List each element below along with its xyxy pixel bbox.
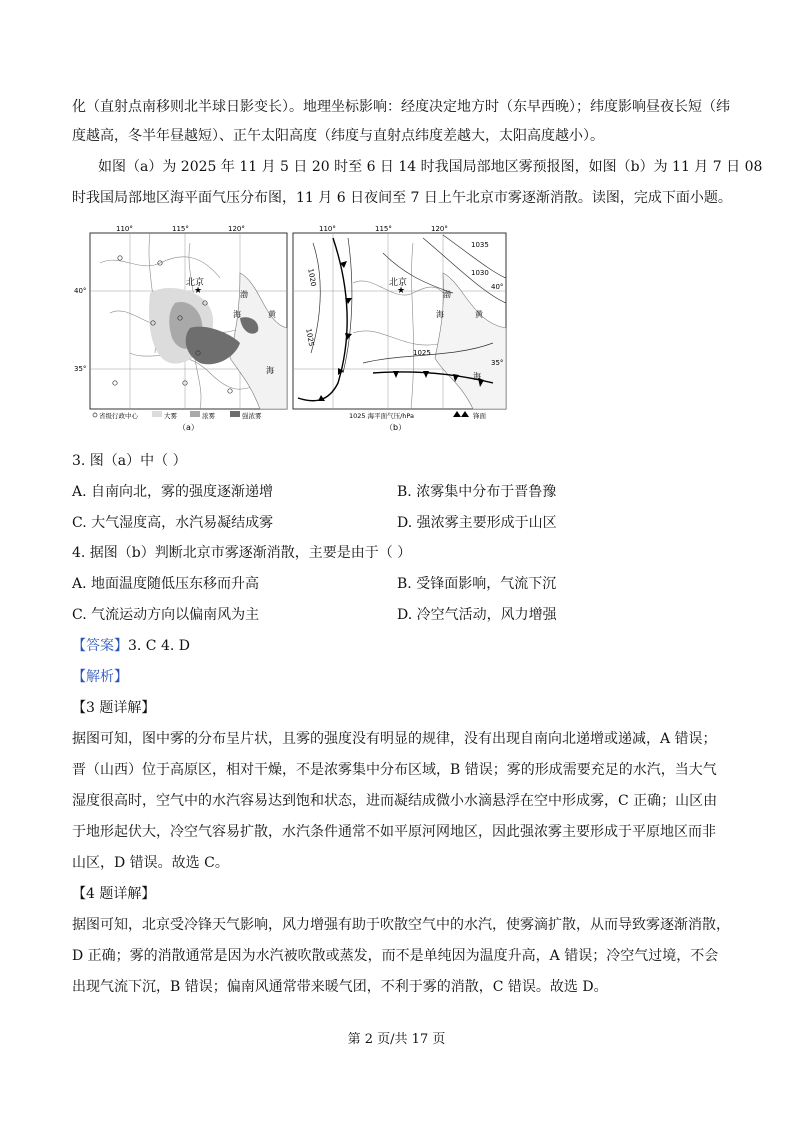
map-b-isobar-1035: 1035	[471, 241, 489, 249]
map-b-sea-huang: 黄	[475, 310, 483, 319]
page-footer: 第 2 页/共 17 页	[347, 1032, 446, 1047]
detail3-title: 【3 题详解】	[72, 700, 156, 716]
map-b-sea-hai1: 海	[436, 310, 444, 319]
map-a-lon-120: 120°	[228, 225, 245, 233]
map-b-sea-bo: 渤	[443, 290, 451, 299]
detail3-line-5: 山区，D 错误。故选 C。	[72, 855, 229, 871]
map-b-isobar-1025-left: 1025	[304, 328, 316, 347]
map-b-lat-35: 35°	[491, 359, 504, 367]
detail4-line-1: 据图可知，北京受冷锋天气影响，风力增强有助于吹散空气中的水汽，使雾滴扩散，从而导致雾逐渐消散，	[72, 917, 730, 933]
map-a-sea-hai2: 海	[266, 366, 274, 375]
map-a-sea-bo: 渤	[240, 290, 248, 299]
map-b-legend-front: 锋面	[473, 412, 486, 420]
intro-line-1: 化（直射点南移则北半球日影变长）。地理坐标影响：经度决定地方时（东早西晚）；纬度影响昼夜长短（纬	[72, 99, 730, 115]
map-b-sea-hai2: 海	[473, 372, 481, 381]
map-b-city-label: 北京	[389, 278, 408, 288]
map-b-star-icon: ★	[397, 286, 406, 296]
map-a-lat-40: 40°	[74, 287, 87, 295]
q3-option-c: C. 大气湿度高，水汽易凝结成雾	[72, 515, 274, 531]
map-a-legend-fog: 大雾	[164, 412, 177, 420]
map-b-isobar-1020: 1020	[306, 268, 318, 287]
map-a-star-icon: ★	[194, 286, 203, 296]
detail4-title: 【4 题详解】	[72, 886, 156, 902]
map-a	[74, 225, 287, 432]
q3-option-b: B. 浓雾集中分布于晋鲁豫	[397, 484, 557, 500]
q4-option-d: D. 冷空气活动，风力增强	[397, 607, 557, 623]
map-b-lon-115: 115°	[375, 225, 392, 233]
map-a-legend-dense: 浓雾	[202, 412, 215, 420]
map-b-caption: （b）	[385, 423, 407, 432]
detail3-line-2: 晋（山西）位于高原区，相对干燥，不是浓雾集中分布区域，B 错误；雾的形成需要充足的水汽，当大气	[72, 762, 717, 778]
stem-line-1: 如图（a）为 2025 年 11 月 5 日 20 时至 6 日 14 时我国局部地区雾预报图，如图（b）为 11 月 7 日 08	[98, 159, 763, 175]
fog-and-pressure-maps	[74, 225, 510, 433]
answer-line	[72, 636, 190, 656]
detail4-line-3: 出现气流下沉，B 错误；偏南风通常带来暖气团，不利于雾的消散，C 错误。故选 D。	[72, 979, 608, 995]
map-b-lat-40: 40°	[491, 283, 504, 291]
q3-title: 3. 图（a）中（ ）	[72, 453, 187, 469]
map-a-lon-115: 115°	[172, 225, 189, 233]
q4-option-c: C. 气流运动方向以偏南风为主	[72, 607, 260, 623]
map-a-lon-110: 110°	[116, 225, 133, 233]
analysis-label: 【解析】	[72, 669, 128, 685]
detail3-line-3: 湿度很高时，空气中的水汽容易达到饱和状态，进而凝结成微小水滴悬浮在空中形成雾，C 正确；山区由	[72, 793, 718, 809]
stem-line-2: 时我国局部地区海平面气压分布图，11 月 6 日夜间至 7 日上午北京市雾逐渐消散。读图，完成下面小题。	[72, 190, 732, 206]
answer-text: 3. C 4. D	[128, 638, 191, 654]
map-b-lon-120: 120°	[431, 225, 448, 233]
map-b-lon-110: 110°	[319, 225, 336, 233]
map-a-legend-heavy: 强浓雾	[242, 412, 262, 420]
map-a-caption: （a）	[178, 423, 199, 432]
intro-line-2: 度越高，冬半年昼越短）、正午太阳高度（纬度与直射点纬度差越大，太阳高度越小）。	[72, 128, 604, 144]
map-b	[293, 225, 506, 432]
q3-option-d: D. 强浓雾主要形成于山区	[397, 515, 557, 531]
map-a-legend-center: 省级行政中心	[99, 412, 138, 420]
map-a-sea-huang: 黄	[268, 310, 276, 319]
detail3-line-4: 于地形起伏大，冷空气容易扩散，水汽条件通常不如平原河网地区，因此强浓雾主要形成于平原地区而非	[72, 824, 716, 840]
map-b-isobar-1025-bottom: 1025	[413, 349, 431, 357]
detail3-line-1: 据图可知，图中雾的分布呈片状，且雾的强度没有明显的规律，没有出现自南向北递增或递减，A 错误；	[72, 731, 717, 747]
q4-option-b: B. 受锋面影响，气流下沉	[397, 576, 557, 592]
map-b-legend-isobar: 1025 海平面气压/hPa	[349, 412, 415, 420]
detail4-line-2: D 正确；雾的消散通常是因为水汽被吹散或蒸发，而不是单纯因为温度升高，A 错误；冷空气过境，不会	[72, 948, 719, 964]
q3-option-a: A. 自南向北，雾的强度逐渐递增	[72, 484, 274, 500]
q4-title: 4. 据图（b）判断北京市雾逐渐消散，主要是由于（ ）	[72, 545, 412, 561]
map-a-lat-35: 35°	[74, 365, 87, 373]
map-b-isobar-1030: 1030	[471, 269, 489, 277]
map-a-sea-hai1: 海	[233, 310, 241, 319]
answer-label: 【答案】	[72, 638, 128, 654]
map-a-city-label: 北京	[186, 278, 205, 288]
q4-option-a: A. 地面温度随低压东移而升高	[72, 576, 260, 592]
